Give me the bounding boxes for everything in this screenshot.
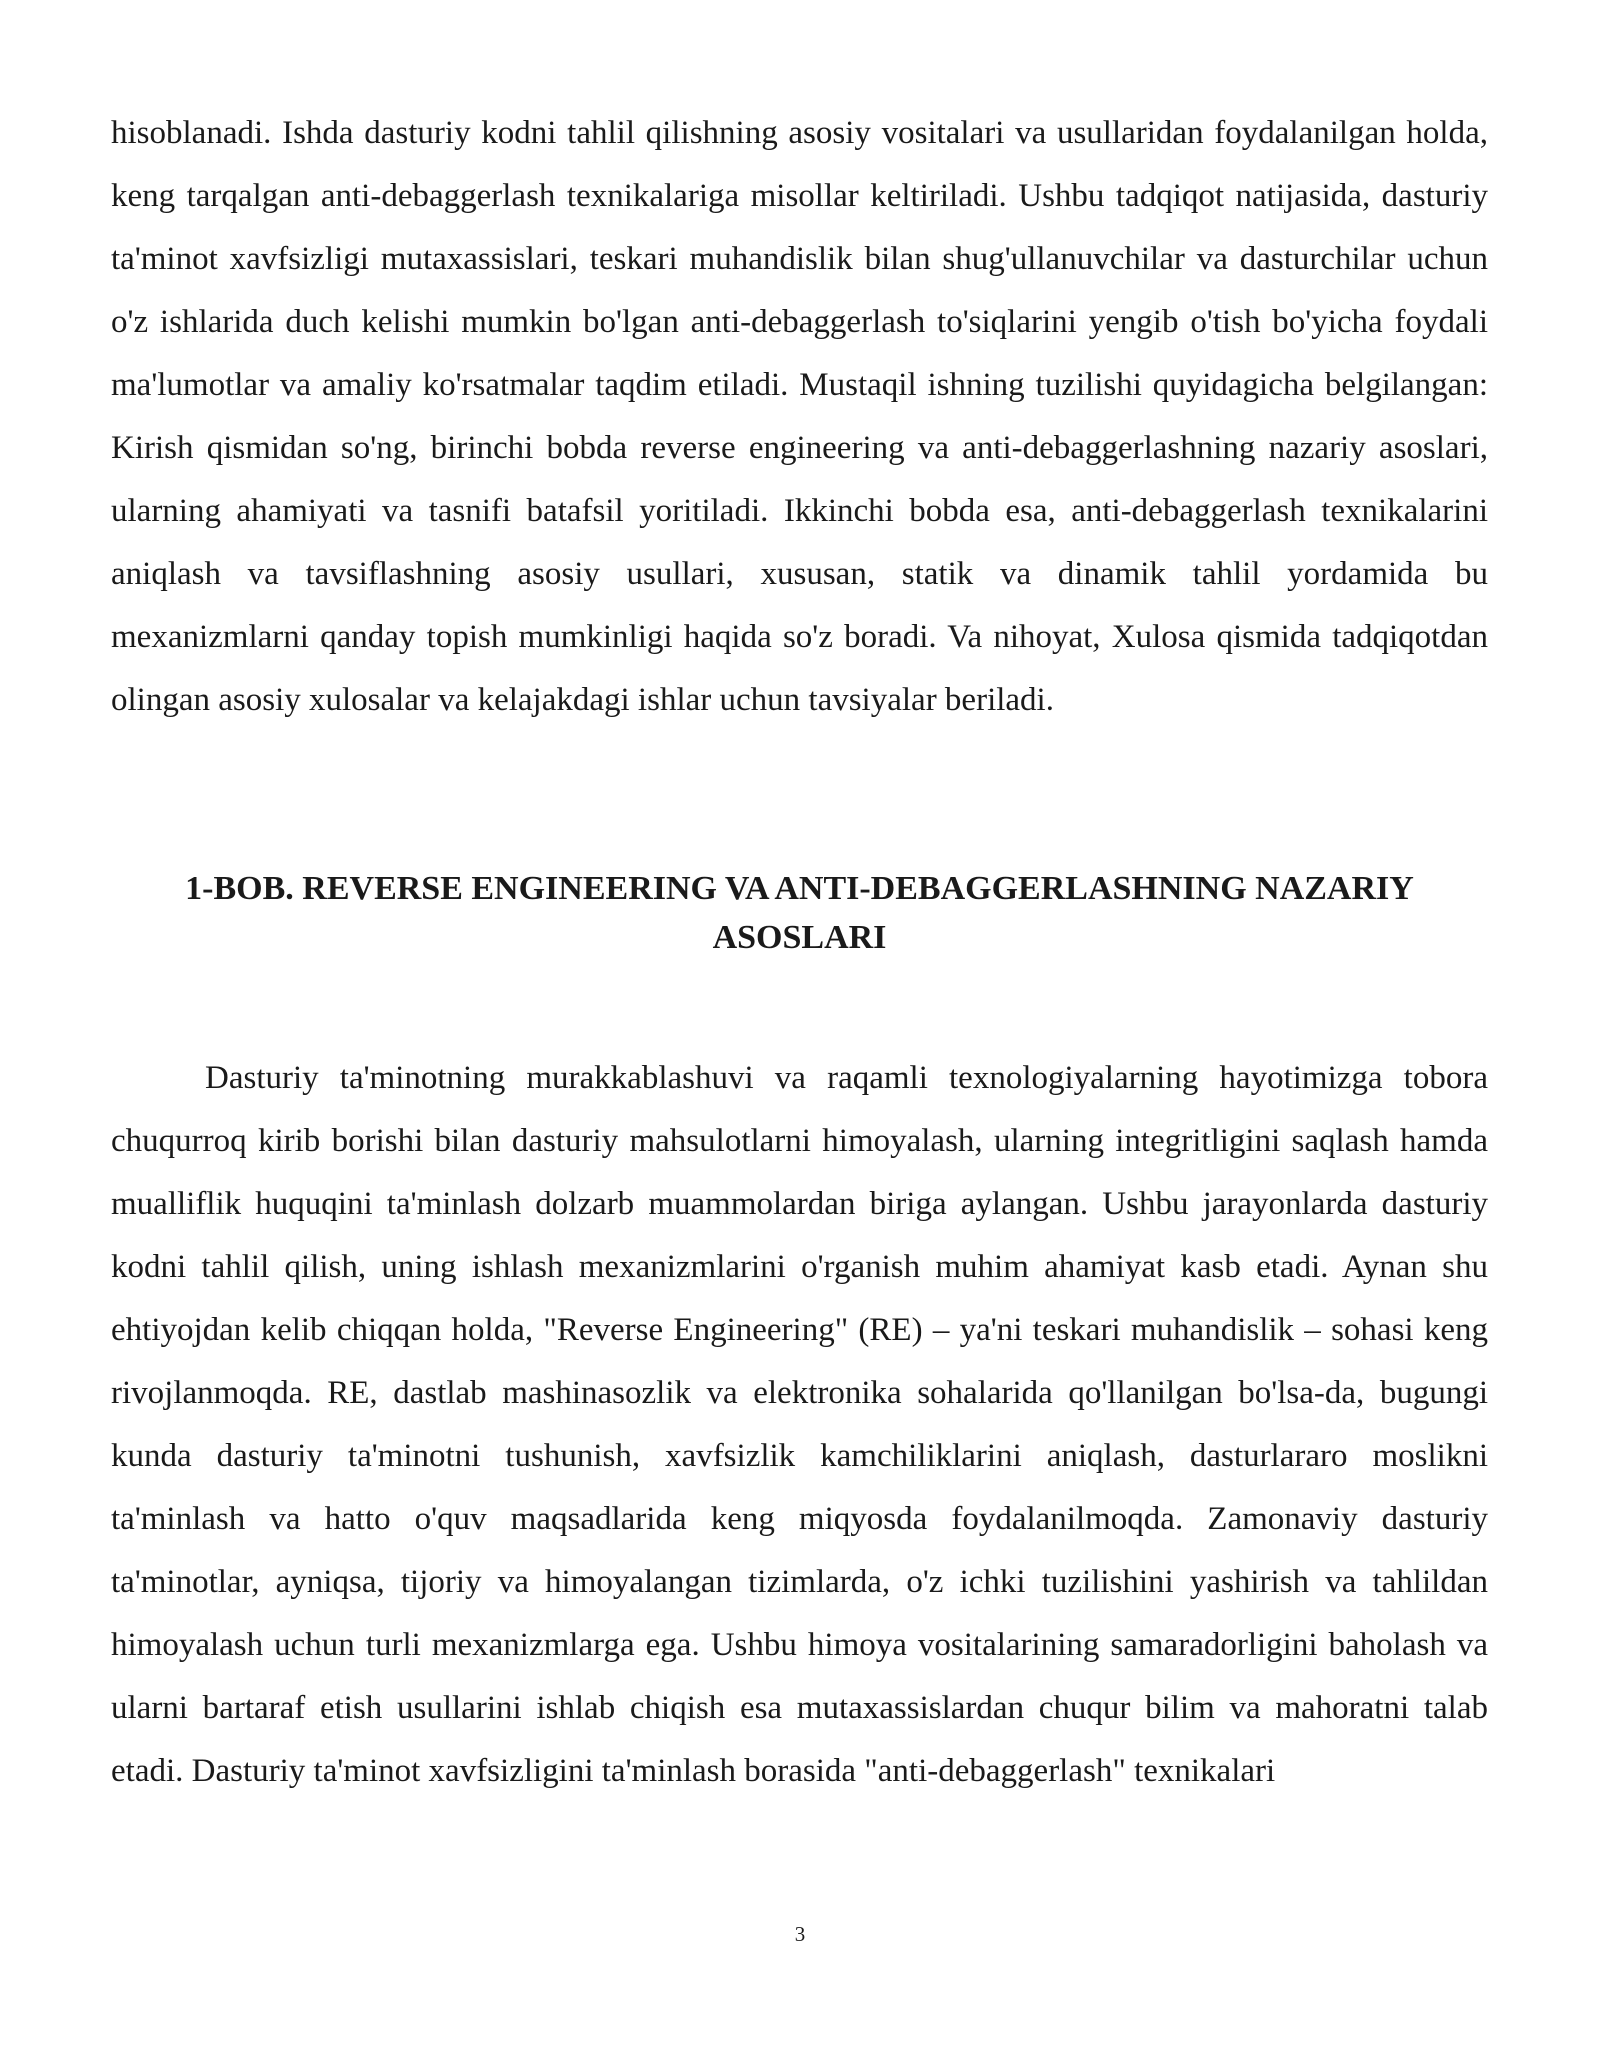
chapter-heading: 1-BOB. REVERSE ENGINEERING VA ANTI-DEBAGGERLASHNING NAZARIY ASOSLARI xyxy=(185,870,1414,956)
body-paragraph: Dasturiy ta'minotning murakkablashuvi va raqamli texnologiyalarning hayotimizga tobora chuqurroq kirib borishi bilan dasturiy mahsulotlarni himoyalash, ularning integritligini saqlash hamda mualliflik huquqini ta'minlash dolzarb muammolardan biriga aylangan. Ushbu jarayonlarda dasturiy kodni tahlil qilish, uning ishlash mexanizmlarini o'rganish muhim ahamiyat kasb etadi. Aynan shu ehtiyojdan kelib chiqqan holda, "Reverse Engineering" (RE) – ya'ni teskari muhandislik – sohasi keng rivojlanmoqda. RE, dastlab mashinasozlik va elektronika sohalarida qo'llanilgan bo'lsa-da, bugungi kunda dasturiy ta'minotni tushunish, xavfsizlik kamchiliklarini aniqlash, dasturlararo moslikni ta'minlash va hatto o'quv maqsadlarida keng miqyosda foydalanilmoqda. Zamonaviy dasturiy ta'minotlar, ayniqsa, tijoriy va himoyalangan tizimlarda, o'z ichki tuzilishini yashirish va tahlildan himoyalash uchun turli mexanizmlarga ega. Ushbu himoya vositalarining samaradorligini baholash va ularni bartaraf etish usullarini ishlab chiqish esa mutaxassislardan chuqur bilim va mahoratni talab etadi. Dasturiy ta'minot xavfsizligini ta'minlash borasida "anti-debaggerlash" texnikalari xyxy=(111,1060,1488,1789)
body-paragraph-continuation: hisoblanadi. Ishda dasturiy kodni tahlil qilishning asosiy vositalari va usullaridan foydalanilgan holda, keng tarqalgan anti-debaggerlash texnikalariga misollar keltiriladi. Ushbu tadqiqot natijasida, dasturiy ta'minot xavfsizligi mutaxassislari, teskari muhandislik bilan shug'ullanuvchilar va dasturchilar uchun o'z ishlarida duch kelishi mumkin bo'lgan anti-debaggerlash to'siqlarini yengib o'tish bo'yicha foydali ma'lumotlar va amaliy ko'rsatmalar taqdim etiladi. Mustaqil ishning tuzilishi quyidagicha belgilangan: Kirish qismidan so'ng, birinchi bobda reverse engineering va anti-debaggerlashning nazariy asoslari, ularning ahamiyati va tasnifi batafsil yoritiladi. Ikkinchi bobda esa, anti-debaggerlash texnikalarini aniqlash va tavsiflashning asosiy usullari, xususan, statik va dinamik tahlil yordamida bu mexanizmlarni qanday topish mumkinligi haqida so'z boradi. Va nihoyat, Xulosa qismida tadqiqotdan olingan asosiy xulosalar va kelajakdagi ishlar uchun tavsiyalar beriladi. xyxy=(111,115,1488,718)
page-number: 3 xyxy=(794,1922,806,1946)
